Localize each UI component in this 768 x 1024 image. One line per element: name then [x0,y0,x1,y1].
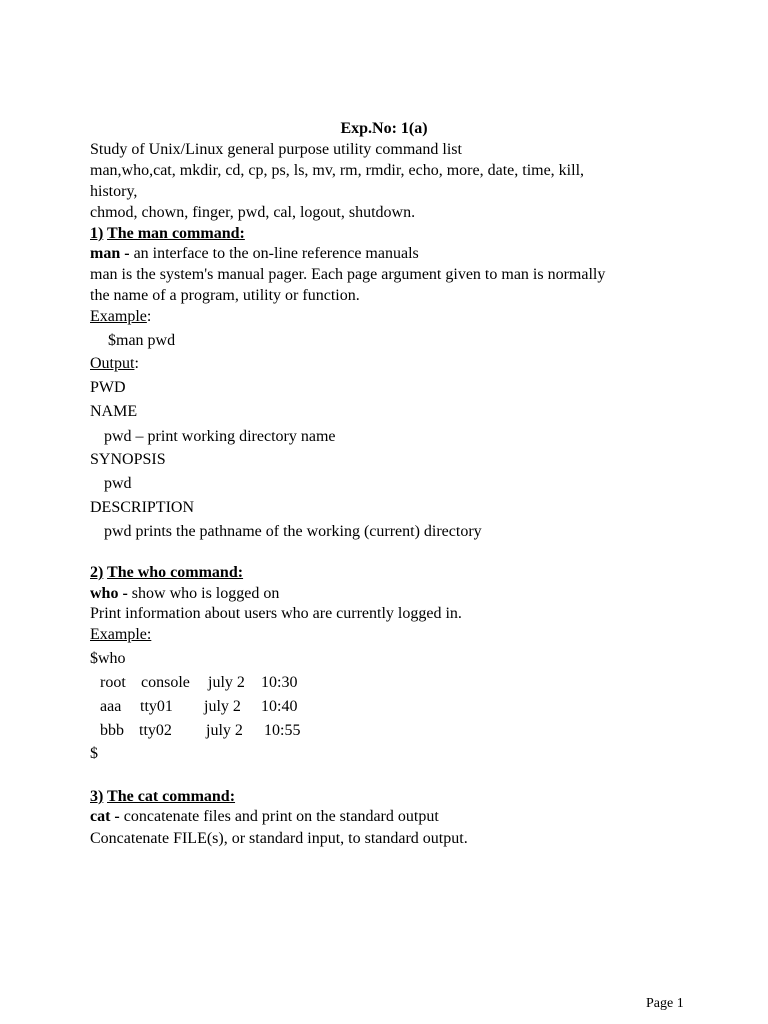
section-3-title: The cat command: [107,788,236,805]
who-date: july 2 [206,722,243,739]
who-time: 10:30 [261,674,298,691]
who-tty: tty02 [139,722,172,739]
section-1-output-2: NAME [90,403,138,420]
section-1-example-colon: : [146,308,152,325]
section-3-cmd: cat - [90,808,120,825]
section-2-prompt: $who [90,650,126,667]
section-1-heading [90,224,245,244]
section-1-summary [90,244,419,264]
section-1-output-7: pwd prints the pathname of the working (current) directory [104,523,482,540]
who-user: root [100,674,126,691]
section-2-summary [90,584,279,604]
section-2-number: 2) [90,564,104,581]
section-1-output-label [90,354,139,374]
section-2-end-prompt: $ [90,745,98,762]
intro-line-1: Study of Unix/Linux general purpose utility command list [90,141,462,158]
section-3-summary [90,807,439,827]
section-1-desc: an interface to the on-line reference manuals [129,245,419,262]
section-1-output-colon: : [134,355,139,372]
section-3-para-1: Concatenate FILE(s), or standard input, to standard output. [90,830,468,847]
page-number: Page 1 [646,996,684,1011]
section-1-number: 1) [90,225,104,242]
section-1-para-2: the name of a program, utility or function. [90,287,360,304]
section-1-para-1: man is the system's manual pager. Each page argument given to man is normally [90,266,606,283]
section-3-desc: concatenate files and print on the standard output [119,808,439,825]
section-1-example-text: Example [90,308,147,325]
section-1-output-3: pwd – print working directory name [104,428,336,445]
section-2-example-label: Example: [90,626,152,643]
intro-line-4: chmod, chown, finger, pwd, cal, logout, shutdown. [90,204,416,221]
document-title: Exp.No: 1(a) [340,120,428,137]
who-user: aaa [100,698,122,715]
who-date: july 2 [208,674,245,691]
section-2-heading [90,563,243,583]
section-1-example-cmd: $man pwd [108,332,176,349]
section-1-output-text: Output [90,355,135,372]
who-time: 10:40 [261,698,298,715]
section-1-output-1: PWD [90,379,126,396]
section-3-number: 3) [90,788,104,805]
section-2-title: The who command: [107,564,244,581]
section-2-desc: show who is logged on [127,585,280,602]
intro-line-2: man,who,cat, mkdir, cd, cp, ps, ls, mv, rm, rmdir, echo, more, date, time, kill, [90,162,585,179]
intro-line-3: history, [90,183,138,200]
section-1-title: The man command: [107,225,245,242]
section-1-output-4: SYNOPSIS [90,451,166,468]
who-tty: console [141,674,190,691]
section-2-para-1: Print information about users who are currently logged in. [90,605,462,622]
who-date: july 2 [204,698,241,715]
section-1-cmd: man - [90,245,130,262]
who-time: 10:55 [264,722,301,739]
who-tty: tty01 [140,698,173,715]
who-user: bbb [100,722,124,739]
section-1-example-label [90,307,151,327]
section-1-output-6: DESCRIPTION [90,499,195,516]
section-1-output-5: pwd [104,475,132,492]
section-3-heading [90,787,235,807]
section-2-cmd: who - [90,585,128,602]
